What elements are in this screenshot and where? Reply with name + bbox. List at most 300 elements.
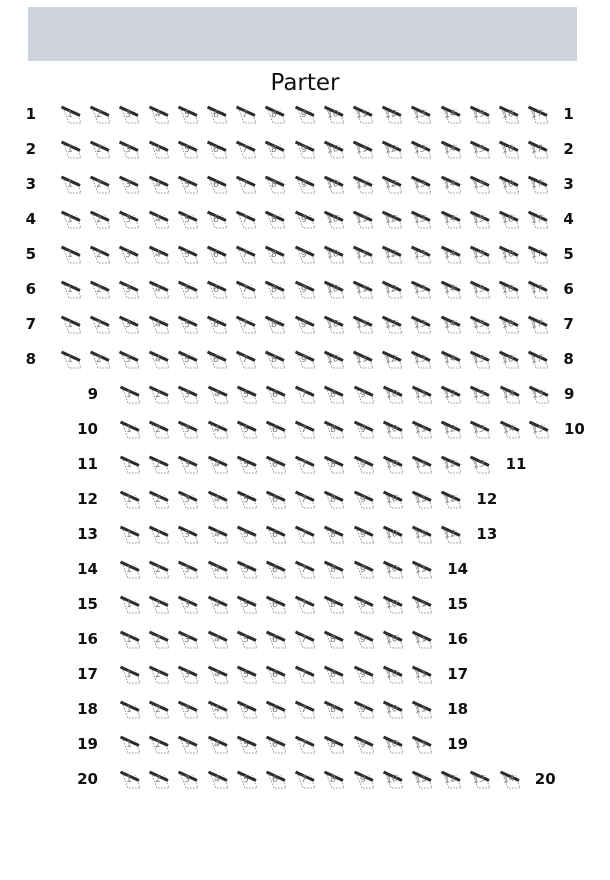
seat[interactable] xyxy=(352,243,375,265)
seat[interactable] xyxy=(469,243,492,265)
seat[interactable] xyxy=(206,278,229,300)
seat[interactable] xyxy=(264,243,287,265)
seat[interactable] xyxy=(353,453,376,475)
seat[interactable] xyxy=(469,313,492,335)
seat[interactable] xyxy=(381,103,404,125)
seat[interactable] xyxy=(323,348,346,370)
seat[interactable] xyxy=(440,348,463,370)
seat[interactable] xyxy=(294,453,317,475)
seat-number: 11 xyxy=(415,633,427,647)
seat-number: 17 xyxy=(531,178,544,192)
seat[interactable] xyxy=(382,663,405,685)
seat[interactable] xyxy=(177,523,200,545)
seat[interactable] xyxy=(148,173,171,195)
seat[interactable] xyxy=(353,593,376,615)
seat[interactable] xyxy=(527,173,550,195)
seat[interactable] xyxy=(294,103,317,125)
seat[interactable] xyxy=(410,103,433,125)
seat-number: 2 xyxy=(96,179,103,191)
seat[interactable] xyxy=(177,418,200,440)
seat-number: 5 xyxy=(242,599,249,611)
seat[interactable] xyxy=(177,628,200,650)
seat[interactable] xyxy=(236,383,259,405)
seat[interactable] xyxy=(382,453,405,475)
seat[interactable] xyxy=(294,488,317,510)
seat[interactable] xyxy=(440,523,463,545)
seat[interactable] xyxy=(119,733,142,755)
seat[interactable] xyxy=(265,558,288,580)
seat[interactable] xyxy=(119,628,142,650)
seat[interactable] xyxy=(265,698,288,720)
seat[interactable] xyxy=(148,243,171,265)
seat[interactable] xyxy=(381,138,404,160)
seat[interactable] xyxy=(119,453,142,475)
seat[interactable] xyxy=(148,453,171,475)
seat[interactable] xyxy=(411,418,434,440)
seat-number: 1 xyxy=(125,424,133,436)
seat[interactable] xyxy=(440,488,463,510)
seat[interactable] xyxy=(294,523,317,545)
seat[interactable] xyxy=(294,348,317,370)
seat[interactable] xyxy=(323,383,346,405)
seat[interactable] xyxy=(440,768,463,790)
seat[interactable] xyxy=(206,313,229,335)
seat[interactable] xyxy=(382,733,405,755)
seat-number: 7 xyxy=(242,214,249,226)
seat[interactable] xyxy=(411,733,434,755)
seat[interactable] xyxy=(264,348,287,370)
seat[interactable] xyxy=(498,173,521,195)
seat[interactable] xyxy=(411,453,434,475)
seat[interactable] xyxy=(148,138,171,160)
seat[interactable] xyxy=(206,208,229,230)
seat[interactable] xyxy=(235,313,258,335)
seat[interactable] xyxy=(206,173,229,195)
seat[interactable] xyxy=(527,138,550,160)
seat[interactable] xyxy=(177,208,200,230)
seat[interactable] xyxy=(177,383,200,405)
seat[interactable] xyxy=(410,138,433,160)
seat[interactable] xyxy=(60,348,83,370)
seat[interactable] xyxy=(323,488,346,510)
seat[interactable] xyxy=(294,698,317,720)
seat[interactable] xyxy=(411,523,434,545)
seat[interactable] xyxy=(177,453,200,475)
seat[interactable] xyxy=(148,208,171,230)
seat[interactable] xyxy=(352,173,375,195)
seat[interactable] xyxy=(294,313,317,335)
seat[interactable] xyxy=(89,173,112,195)
seat[interactable] xyxy=(498,103,521,125)
seat[interactable] xyxy=(60,173,83,195)
seat[interactable] xyxy=(177,733,200,755)
seat[interactable] xyxy=(148,628,171,650)
seat[interactable] xyxy=(177,138,200,160)
seat[interactable] xyxy=(148,768,171,790)
seat[interactable] xyxy=(323,313,346,335)
seat[interactable] xyxy=(264,173,287,195)
seat[interactable] xyxy=(440,313,463,335)
seat[interactable] xyxy=(323,523,346,545)
seat[interactable] xyxy=(60,208,83,230)
seat[interactable] xyxy=(498,348,521,370)
seat[interactable] xyxy=(411,383,434,405)
seat[interactable] xyxy=(382,628,405,650)
seat[interactable] xyxy=(323,138,346,160)
seat[interactable] xyxy=(323,208,346,230)
seat[interactable] xyxy=(352,138,375,160)
seat[interactable] xyxy=(118,278,141,300)
seat[interactable] xyxy=(177,663,200,685)
seat[interactable] xyxy=(148,313,171,335)
seat-number: 15 xyxy=(472,318,485,332)
seat[interactable] xyxy=(294,278,317,300)
seat[interactable] xyxy=(119,593,142,615)
seat[interactable] xyxy=(352,278,375,300)
seat[interactable] xyxy=(118,173,141,195)
seat[interactable] xyxy=(265,383,288,405)
seat[interactable] xyxy=(235,208,258,230)
seat[interactable] xyxy=(119,488,142,510)
seat[interactable] xyxy=(60,313,83,335)
seat[interactable] xyxy=(469,103,492,125)
seat[interactable] xyxy=(177,348,200,370)
seat[interactable] xyxy=(89,313,112,335)
seat[interactable] xyxy=(498,208,521,230)
seat[interactable] xyxy=(498,138,521,160)
seat[interactable] xyxy=(207,698,230,720)
seat[interactable] xyxy=(469,348,492,370)
seat[interactable] xyxy=(440,103,463,125)
seat[interactable] xyxy=(236,698,259,720)
seat[interactable] xyxy=(294,733,317,755)
seat[interactable] xyxy=(382,418,405,440)
seat[interactable] xyxy=(527,278,550,300)
seat[interactable] xyxy=(177,593,200,615)
seat-number: 6 xyxy=(271,564,279,576)
seat[interactable] xyxy=(60,138,83,160)
seat[interactable] xyxy=(323,418,346,440)
seat-number: 11 xyxy=(415,423,427,437)
seat[interactable] xyxy=(410,173,433,195)
seat[interactable] xyxy=(207,418,230,440)
seat[interactable] xyxy=(323,593,346,615)
seat[interactable] xyxy=(148,558,171,580)
seat[interactable] xyxy=(118,138,141,160)
seat[interactable] xyxy=(410,278,433,300)
seat[interactable] xyxy=(177,768,200,790)
seat[interactable] xyxy=(236,663,259,685)
seat[interactable] xyxy=(381,208,404,230)
seat-number: 9 xyxy=(359,529,366,541)
seat[interactable] xyxy=(440,418,463,440)
seat[interactable] xyxy=(498,313,521,335)
seat[interactable] xyxy=(440,138,463,160)
seat[interactable] xyxy=(323,243,346,265)
seat[interactable] xyxy=(323,278,346,300)
seat[interactable] xyxy=(323,103,346,125)
seat[interactable] xyxy=(323,628,346,650)
seat[interactable] xyxy=(498,278,521,300)
seat[interactable] xyxy=(119,523,142,545)
seat[interactable] xyxy=(440,278,463,300)
seat[interactable] xyxy=(206,243,229,265)
seat[interactable] xyxy=(527,313,550,335)
seat[interactable] xyxy=(353,418,376,440)
seat[interactable] xyxy=(265,628,288,650)
seat[interactable] xyxy=(382,768,405,790)
seat[interactable] xyxy=(89,208,112,230)
seat[interactable] xyxy=(264,208,287,230)
seat[interactable] xyxy=(264,278,287,300)
seat[interactable] xyxy=(265,418,288,440)
seat[interactable] xyxy=(236,523,259,545)
seat[interactable] xyxy=(235,103,258,125)
seat[interactable] xyxy=(323,453,346,475)
seat[interactable] xyxy=(381,243,404,265)
seat[interactable] xyxy=(381,278,404,300)
seat[interactable] xyxy=(265,453,288,475)
seat[interactable] xyxy=(294,418,317,440)
seat[interactable] xyxy=(469,208,492,230)
seat[interactable] xyxy=(60,278,83,300)
seat[interactable] xyxy=(294,593,317,615)
seat[interactable] xyxy=(382,558,405,580)
seat[interactable] xyxy=(60,243,83,265)
seat[interactable] xyxy=(352,103,375,125)
seat[interactable] xyxy=(294,138,317,160)
seat[interactable] xyxy=(499,418,522,440)
seat[interactable] xyxy=(148,383,171,405)
seat[interactable] xyxy=(323,558,346,580)
seat[interactable] xyxy=(381,173,404,195)
seat[interactable] xyxy=(177,278,200,300)
seat[interactable] xyxy=(352,208,375,230)
seat[interactable] xyxy=(236,733,259,755)
seat[interactable] xyxy=(235,138,258,160)
seat[interactable] xyxy=(119,383,142,405)
seat[interactable] xyxy=(381,313,404,335)
seat[interactable] xyxy=(498,243,521,265)
seat[interactable] xyxy=(118,313,141,335)
seat[interactable] xyxy=(353,733,376,755)
seat[interactable] xyxy=(353,663,376,685)
seat[interactable] xyxy=(294,243,317,265)
seat[interactable] xyxy=(206,138,229,160)
seat[interactable] xyxy=(207,558,230,580)
seat[interactable] xyxy=(207,768,230,790)
seat[interactable] xyxy=(177,173,200,195)
seat[interactable] xyxy=(411,558,434,580)
seat[interactable] xyxy=(411,768,434,790)
seat[interactable] xyxy=(148,348,171,370)
seat[interactable] xyxy=(207,523,230,545)
seat[interactable] xyxy=(177,558,200,580)
seat[interactable] xyxy=(294,628,317,650)
seat[interactable] xyxy=(207,663,230,685)
seat[interactable] xyxy=(235,348,258,370)
seat[interactable] xyxy=(236,768,259,790)
seat[interactable] xyxy=(440,383,463,405)
seat[interactable] xyxy=(235,278,258,300)
seat[interactable] xyxy=(352,313,375,335)
seat[interactable] xyxy=(118,103,141,125)
seat[interactable] xyxy=(148,698,171,720)
seat[interactable] xyxy=(499,383,522,405)
seat[interactable] xyxy=(148,418,171,440)
seat[interactable] xyxy=(469,768,492,790)
seat[interactable] xyxy=(148,663,171,685)
seat[interactable] xyxy=(148,278,171,300)
seat[interactable] xyxy=(499,768,522,790)
seat[interactable] xyxy=(469,138,492,160)
seat[interactable] xyxy=(382,523,405,545)
seat[interactable] xyxy=(410,348,433,370)
seat[interactable] xyxy=(410,208,433,230)
seat[interactable] xyxy=(207,453,230,475)
seat[interactable] xyxy=(118,243,141,265)
seat[interactable] xyxy=(177,243,200,265)
seat[interactable] xyxy=(382,593,405,615)
seat[interactable] xyxy=(353,558,376,580)
seat[interactable] xyxy=(264,103,287,125)
seat[interactable] xyxy=(323,663,346,685)
seat[interactable] xyxy=(118,348,141,370)
seat[interactable] xyxy=(469,418,492,440)
seat[interactable] xyxy=(236,488,259,510)
seat[interactable] xyxy=(236,418,259,440)
seat[interactable] xyxy=(440,173,463,195)
seat[interactable] xyxy=(207,383,230,405)
seat[interactable] xyxy=(527,243,550,265)
seat[interactable] xyxy=(382,698,405,720)
row-label-right: 16 xyxy=(447,630,469,648)
seat[interactable] xyxy=(323,733,346,755)
seat-number: 2 xyxy=(155,529,162,541)
seat[interactable] xyxy=(60,103,83,125)
seat[interactable] xyxy=(411,663,434,685)
seat[interactable] xyxy=(353,488,376,510)
seat[interactable] xyxy=(148,523,171,545)
seat[interactable] xyxy=(294,663,317,685)
seat-number: 2 xyxy=(96,144,103,156)
seat[interactable] xyxy=(353,628,376,650)
seat[interactable] xyxy=(469,173,492,195)
seat[interactable] xyxy=(265,488,288,510)
seat[interactable] xyxy=(119,768,142,790)
seat[interactable] xyxy=(264,138,287,160)
seat[interactable] xyxy=(148,103,171,125)
seat[interactable] xyxy=(119,698,142,720)
seat[interactable] xyxy=(353,768,376,790)
seat[interactable] xyxy=(323,173,346,195)
seat[interactable] xyxy=(236,453,259,475)
seat[interactable] xyxy=(411,628,434,650)
seat[interactable] xyxy=(207,628,230,650)
seat[interactable] xyxy=(264,313,287,335)
seat[interactable] xyxy=(207,733,230,755)
seat[interactable] xyxy=(206,103,229,125)
seat[interactable] xyxy=(236,593,259,615)
seat[interactable] xyxy=(265,733,288,755)
seat[interactable] xyxy=(177,698,200,720)
seat[interactable] xyxy=(527,208,550,230)
seat[interactable] xyxy=(381,348,404,370)
seat[interactable] xyxy=(294,173,317,195)
seat[interactable] xyxy=(469,453,492,475)
seat-number: 6 xyxy=(271,389,279,401)
seat[interactable] xyxy=(294,208,317,230)
seat[interactable] xyxy=(410,243,433,265)
seat-number: 3 xyxy=(184,634,191,646)
seat[interactable] xyxy=(265,768,288,790)
seat[interactable] xyxy=(469,383,492,405)
seat[interactable] xyxy=(265,593,288,615)
seat[interactable] xyxy=(206,348,229,370)
seat[interactable] xyxy=(528,418,551,440)
seat[interactable] xyxy=(177,103,200,125)
seat[interactable] xyxy=(353,523,376,545)
seat[interactable] xyxy=(235,173,258,195)
seat[interactable] xyxy=(382,383,405,405)
seat[interactable] xyxy=(411,593,434,615)
seat[interactable] xyxy=(352,348,375,370)
seat[interactable] xyxy=(236,558,259,580)
seat[interactable] xyxy=(265,523,288,545)
seat[interactable] xyxy=(469,278,492,300)
seat[interactable] xyxy=(177,488,200,510)
seat[interactable] xyxy=(353,383,376,405)
seat[interactable] xyxy=(207,488,230,510)
seat[interactable] xyxy=(236,628,259,650)
seat[interactable] xyxy=(89,138,112,160)
seat[interactable] xyxy=(528,383,551,405)
seat[interactable] xyxy=(527,348,550,370)
seat[interactable] xyxy=(440,453,463,475)
seat[interactable] xyxy=(119,663,142,685)
seat[interactable] xyxy=(207,593,230,615)
row-label-left: 9 xyxy=(87,385,98,403)
seat[interactable] xyxy=(89,243,112,265)
seat[interactable] xyxy=(235,243,258,265)
seat[interactable] xyxy=(294,768,317,790)
seat[interactable] xyxy=(119,418,142,440)
seat[interactable] xyxy=(265,663,288,685)
seat[interactable] xyxy=(119,558,142,580)
seat[interactable] xyxy=(294,558,317,580)
seat[interactable] xyxy=(411,488,434,510)
seat[interactable] xyxy=(118,208,141,230)
seat[interactable] xyxy=(440,208,463,230)
seat[interactable] xyxy=(382,488,405,510)
seat[interactable] xyxy=(177,313,200,335)
seat[interactable] xyxy=(294,383,317,405)
seat[interactable] xyxy=(527,103,550,125)
seat[interactable] xyxy=(353,698,376,720)
seat[interactable] xyxy=(89,348,112,370)
seat[interactable] xyxy=(148,488,171,510)
seat[interactable] xyxy=(411,698,434,720)
seat[interactable] xyxy=(323,698,346,720)
seat[interactable] xyxy=(148,733,171,755)
seat[interactable] xyxy=(148,593,171,615)
seat[interactable] xyxy=(89,278,112,300)
seat[interactable] xyxy=(440,243,463,265)
seat[interactable] xyxy=(410,313,433,335)
seat[interactable] xyxy=(89,103,112,125)
seat-number: 7 xyxy=(301,704,308,716)
seat[interactable] xyxy=(323,768,346,790)
